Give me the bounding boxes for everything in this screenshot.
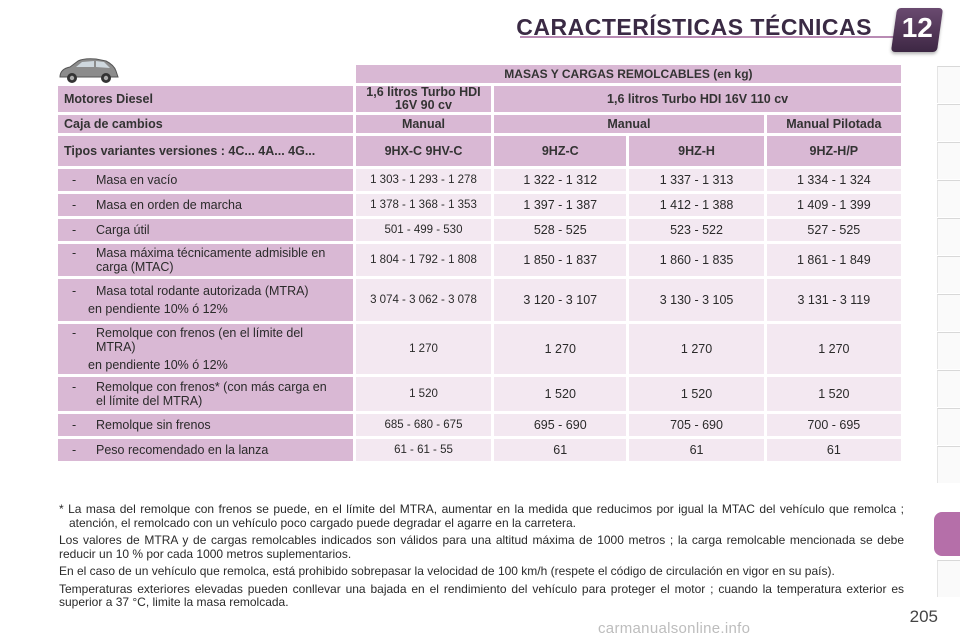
row-label-text: Masa en orden de marcha bbox=[96, 198, 242, 212]
row-value-1: 1 378 - 1 368 - 1 353 bbox=[356, 194, 491, 216]
gearbox-label: Caja de cambios bbox=[58, 115, 353, 133]
variant-4: 9HZ-H/P bbox=[767, 136, 901, 166]
variant-2: 9HZ-C bbox=[494, 136, 626, 166]
table-row bbox=[58, 414, 901, 436]
row-value-1: 1 520 bbox=[356, 377, 491, 411]
row-label-text: Carga útil bbox=[96, 223, 150, 237]
engine-row bbox=[58, 86, 901, 112]
row-dash: - bbox=[72, 198, 77, 212]
chapter-tab[interactable] bbox=[937, 104, 960, 141]
row-label-cell bbox=[58, 169, 353, 191]
row-value-3: 1 270 bbox=[629, 324, 763, 374]
row-sublabel: en pendiente 10% ó 12% bbox=[88, 302, 228, 316]
chapter-tab[interactable] bbox=[937, 180, 960, 217]
table-caption: MASAS Y CARGAS REMOLCABLES (en kg) bbox=[356, 65, 901, 83]
table-body bbox=[58, 169, 901, 461]
row-label-text: Remolque con frenos (en el límite del MTRA) bbox=[96, 326, 304, 354]
row-label-cell bbox=[58, 244, 353, 276]
table-row bbox=[58, 169, 901, 191]
engine-label: Motores Diesel bbox=[58, 86, 353, 112]
row-value-4: 1 861 - 1 849 bbox=[767, 244, 901, 276]
footnotes bbox=[59, 503, 904, 614]
row-value-4: 700 - 695 bbox=[767, 414, 901, 436]
chapter-tab[interactable] bbox=[937, 560, 960, 597]
chapter-tab[interactable] bbox=[937, 66, 960, 103]
chapter-tab[interactable] bbox=[937, 294, 960, 331]
row-dash: - bbox=[72, 223, 77, 237]
row-value-1: 61 - 61 - 55 bbox=[356, 439, 491, 461]
row-label bbox=[64, 443, 347, 457]
page-title: CARACTERÍSTICAS TÉCNICAS bbox=[516, 14, 872, 40]
chapter-badge bbox=[891, 8, 943, 52]
row-label-cell bbox=[58, 377, 353, 411]
row-value-2: 528 - 525 bbox=[494, 219, 626, 241]
table-row bbox=[58, 377, 901, 411]
row-value-1: 1 804 - 1 792 - 1 808 bbox=[356, 244, 491, 276]
row-value-1: 1 270 bbox=[356, 324, 491, 374]
row-label bbox=[64, 246, 347, 274]
chapter-tab-active[interactable] bbox=[934, 512, 960, 556]
row-value-3: 1 412 - 1 388 bbox=[629, 194, 763, 216]
row-label-cell bbox=[58, 219, 353, 241]
table-caption-row bbox=[58, 65, 901, 83]
row-label-text: Remolque sin frenos bbox=[96, 418, 211, 432]
variant-1: 9HX-C 9HV-C bbox=[356, 136, 491, 166]
row-value-1: 1 303 - 1 293 - 1 278 bbox=[356, 169, 491, 191]
table-row bbox=[58, 219, 901, 241]
row-label bbox=[64, 198, 347, 212]
row-value-3: 1 520 bbox=[629, 377, 763, 411]
engine-2: 1,6 litros Turbo HDI 16V 110 cv bbox=[494, 86, 901, 112]
watermark: carmanualsonline.info bbox=[598, 620, 751, 637]
row-value-2: 1 270 bbox=[494, 324, 626, 374]
row-dash: - bbox=[72, 173, 77, 187]
row-value-4: 1 270 bbox=[767, 324, 901, 374]
mass-specs-table bbox=[55, 62, 904, 464]
row-label-text: Masa máxima técnicamente admisible en carga (MTAC) bbox=[96, 246, 326, 274]
row-value-2: 1 850 - 1 837 bbox=[494, 244, 626, 276]
note-temperature: Temperaturas exteriores elevadas pueden conllevar una bajada en el rendimiento del vehículo para proteger el motor ; cuando la temperatura exterior es superior a 37 °C, limite la masa remolcada. bbox=[59, 581, 904, 609]
row-label bbox=[64, 418, 347, 432]
row-value-1: 501 - 499 - 530 bbox=[356, 219, 491, 241]
row-label-text: Peso recomendado en la lanza bbox=[96, 443, 269, 457]
row-sublabel: en pendiente 10% ó 12% bbox=[88, 358, 228, 372]
row-value-3: 1 337 - 1 313 bbox=[629, 169, 763, 191]
note-speed: En el caso de un vehículo que remolca, está prohibido sobrepasar la velocidad de 100 km/h (respete el código de circulación en vigor en su país). bbox=[59, 564, 835, 578]
row-dash: - bbox=[72, 380, 77, 394]
note-altitude: Los valores de MTRA y de cargas remolcables indicados son válidos para una altitud máxima de 1000 metros ; la carga remolcable mencionada se debe reducir un 10 % por cada 1000 metros suplementarios. bbox=[59, 533, 904, 561]
row-dash: - bbox=[72, 246, 77, 260]
page-number: 205 bbox=[909, 607, 938, 626]
variants-label: Tipos variantes versiones : 4C... 4A... 4G... bbox=[58, 136, 353, 166]
row-label-cell bbox=[58, 279, 353, 321]
row-label-cell bbox=[58, 439, 353, 461]
variant-3: 9HZ-H bbox=[629, 136, 763, 166]
row-value-2: 1 520 bbox=[494, 377, 626, 411]
engine-1: 1,6 litros Turbo HDI 16V 90 cv bbox=[356, 86, 491, 112]
chapter-tab[interactable] bbox=[937, 256, 960, 293]
row-label-cell bbox=[58, 324, 353, 374]
chapter-tab[interactable] bbox=[937, 408, 960, 445]
chapter-tab[interactable] bbox=[937, 446, 960, 483]
row-value-3: 1 860 - 1 835 bbox=[629, 244, 763, 276]
chapter-tab[interactable] bbox=[937, 332, 960, 369]
row-dash: - bbox=[72, 284, 77, 298]
row-value-1: 3 074 - 3 062 - 3 078 bbox=[356, 279, 491, 321]
row-value-4: 3 131 - 3 119 bbox=[767, 279, 901, 321]
row-value-2: 1 322 - 1 312 bbox=[494, 169, 626, 191]
row-label bbox=[64, 223, 347, 237]
row-value-2: 3 120 - 3 107 bbox=[494, 279, 626, 321]
row-value-3: 61 bbox=[629, 439, 763, 461]
chapter-tab[interactable] bbox=[937, 370, 960, 407]
gearbox-1: Manual bbox=[356, 115, 491, 133]
gearbox-3: Manual Pilotada bbox=[767, 115, 901, 133]
row-value-3: 3 130 - 3 105 bbox=[629, 279, 763, 321]
row-dash: - bbox=[72, 326, 77, 340]
footnote-asterisk: * La masa del remolque con frenos se puede, en el límite del MTRA, aumentar en la medida que reducimos por igual la MTAC del vehículo que remolca ; atención, el remolcado con un vehículo poco cargado puede degradar el agarre en la carretera. bbox=[59, 502, 904, 530]
row-dash: - bbox=[72, 443, 77, 457]
row-label-text: Masa total rodante autorizada (MTRA) bbox=[96, 284, 309, 298]
row-label-text: Remolque con frenos* (con más carga en el límite del MTRA) bbox=[96, 380, 327, 408]
row-value-4: 1 409 - 1 399 bbox=[767, 194, 901, 216]
chapter-tabs bbox=[934, 66, 960, 626]
row-value-1: 685 - 680 - 675 bbox=[356, 414, 491, 436]
row-value-2: 1 397 - 1 387 bbox=[494, 194, 626, 216]
row-label bbox=[64, 284, 347, 298]
row-label bbox=[64, 380, 347, 408]
row-label-cell bbox=[58, 194, 353, 216]
row-value-4: 1 334 - 1 324 bbox=[767, 169, 901, 191]
row-label bbox=[64, 173, 347, 187]
row-dash: - bbox=[72, 418, 77, 432]
gearbox-2: Manual bbox=[494, 115, 764, 133]
table-row bbox=[58, 194, 901, 216]
variants-row bbox=[58, 136, 901, 166]
row-label bbox=[64, 326, 347, 354]
row-label-text: Masa en vacío bbox=[96, 173, 178, 187]
row-value-4: 527 - 525 bbox=[767, 219, 901, 241]
chapter-number: 12 bbox=[901, 12, 933, 43]
chapter-tab[interactable] bbox=[937, 218, 960, 255]
row-value-3: 523 - 522 bbox=[629, 219, 763, 241]
row-value-4: 61 bbox=[767, 439, 901, 461]
row-value-2: 61 bbox=[494, 439, 626, 461]
table-row bbox=[58, 324, 901, 374]
table-row bbox=[58, 439, 901, 461]
row-label-cell bbox=[58, 414, 353, 436]
table-row bbox=[58, 244, 901, 276]
gearbox-row bbox=[58, 115, 901, 133]
row-value-4: 1 520 bbox=[767, 377, 901, 411]
table-row bbox=[58, 279, 901, 321]
row-value-2: 695 - 690 bbox=[494, 414, 626, 436]
page-header bbox=[0, 0, 960, 58]
row-value-3: 705 - 690 bbox=[629, 414, 763, 436]
chapter-tab[interactable] bbox=[937, 142, 960, 179]
